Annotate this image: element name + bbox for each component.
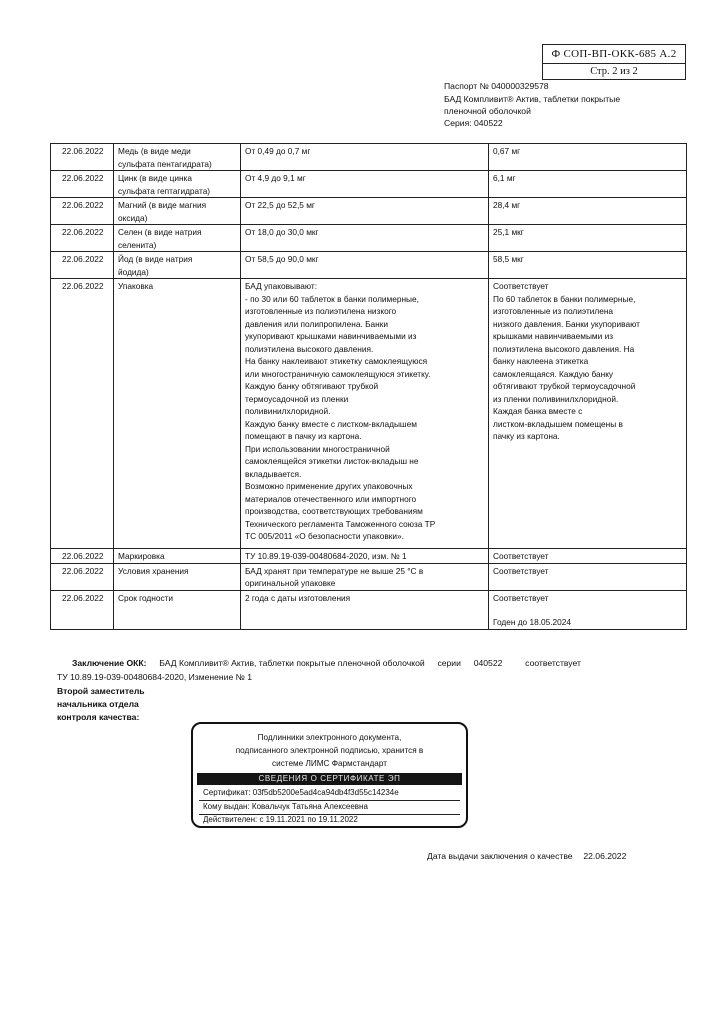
signer-title-1: Второй заместитель <box>57 686 145 696</box>
analysis-table <box>50 143 687 630</box>
cell-text-line: укупоривают крышками навинчиваемыми из <box>245 331 417 341</box>
conclusion-spec: ТУ 10.89.19-039-00480684-2020, Изменение № 1 <box>57 672 253 682</box>
table-result-cell <box>489 549 687 564</box>
issue-date: 22.06.2022 <box>583 851 627 861</box>
table-name-cell <box>114 225 241 252</box>
table-result-cell <box>489 563 687 590</box>
cell-text-line: полиэтилена высокого давления. <box>245 343 374 354</box>
conclusion-line <box>72 658 581 668</box>
cell-text-line: Срок годности <box>118 592 174 603</box>
cell-text-line: По 60 таблеток в банки полимерные, <box>493 293 636 304</box>
table-result-cell <box>489 225 687 252</box>
conclusion-label: Заключение ОКК: <box>72 658 147 668</box>
cell-text-line: - по 30 или 60 таблеток в банки полимерные, <box>245 293 419 304</box>
product-name-line2: пленочной оболочкой <box>444 106 531 116</box>
stamp-certificate: Сертификат: 03f5db5200e5ad4ca94db4f3d55c14234e <box>203 788 399 797</box>
passport-number: Паспорт № 040000329578 <box>444 81 549 91</box>
cell-text-line: Цинк (в виде цинка <box>118 173 192 183</box>
stamp-owner: Кому выдан: Ковальчук Татьяна Алексеевна <box>203 802 368 811</box>
cell-text-line: Условия хранения <box>118 565 189 576</box>
table-result-cell <box>489 171 687 198</box>
table-norm-cell <box>241 225 489 252</box>
cell-text-line: 28,4 мг <box>493 200 521 210</box>
table-date-cell: 22.06.2022 <box>51 549 114 564</box>
cell-text-line: из пленки поливинилхлоридной. <box>493 393 619 404</box>
cell-text-line: 6,1 мг <box>493 173 516 183</box>
cell-text-line: 58,5 мкг <box>493 254 524 264</box>
cell-text-line: Маркировка <box>118 551 165 561</box>
table-date-cell: 22.06.2022 <box>51 225 114 252</box>
cell-text-line: От 0,49 до 0,7 мг <box>245 146 311 156</box>
cell-text-line: оригинальной упаковке <box>245 578 336 588</box>
table-name-cell <box>114 171 241 198</box>
table-result-cell <box>489 279 687 549</box>
table-row <box>51 198 687 225</box>
cell-text-line: От 58,5 до 90,0 мкг <box>245 254 319 264</box>
table-row <box>51 171 687 198</box>
table-norm-cell <box>241 549 489 564</box>
cell-text-line: БАД упаковывают: <box>245 281 318 291</box>
cell-text-line: или многостраничную самоклеящуюся этикетку. <box>245 368 431 379</box>
table-name-cell <box>114 252 241 279</box>
table-date-cell: 22.06.2022 <box>51 590 114 629</box>
cell-text-line: помещают в пачку из картона. <box>245 431 362 441</box>
cell-text-line: изготовленные из полиэтилена <box>493 306 614 316</box>
table-result-cell <box>489 252 687 279</box>
conclusion-series-label: серии <box>437 658 461 668</box>
stamp-divider-1 <box>199 800 460 801</box>
table-date-cell: 22.06.2022 <box>51 171 114 198</box>
form-code-box <box>542 44 686 80</box>
table-date-cell: 22.06.2022 <box>51 252 114 279</box>
table-norm-cell <box>241 252 489 279</box>
table-row <box>51 279 687 549</box>
cell-text-line <box>493 604 682 616</box>
cell-text-line: Упаковка <box>118 281 154 291</box>
page-number: Стр. 2 из 2 <box>590 66 638 77</box>
conclusion-verdict: соответствует <box>525 658 581 668</box>
cell-text-line: От 18,0 до 30,0 мкг <box>245 227 319 237</box>
cell-text-line: ТС 005/2011 «О безопасности упаковки». <box>245 531 404 541</box>
cell-text-line: банку наклеена этикетка <box>493 356 589 366</box>
table-row <box>51 252 687 279</box>
table-name-cell <box>114 563 241 590</box>
cell-text-line: самоклеящаяся. Каждую банку <box>493 368 614 379</box>
table-norm-cell <box>241 563 489 590</box>
table-result-cell <box>489 144 687 171</box>
conclusion-series: 040522 <box>473 658 503 668</box>
cell-text-line: При использовании многостраничной <box>245 443 390 454</box>
cell-text-line: Соответствует <box>493 592 549 603</box>
cell-text-line: Магний (в виде магния <box>118 200 207 210</box>
table-row <box>51 563 687 590</box>
stamp-validity: Действителен: с 19.11.2021 по 19.11.2022 <box>203 815 358 824</box>
series-number: Серия: 040522 <box>444 118 503 128</box>
table-row <box>51 225 687 252</box>
cell-text-line: полиэтилена высокого давления. На <box>493 343 635 354</box>
table-name-cell <box>114 279 241 549</box>
cell-text-line: Технического регламента Таможенного союза ТР <box>245 518 436 529</box>
cell-text-line: От 4,9 до 9,1 мг <box>245 173 306 183</box>
cell-text-line: производства, соответствующих требованиям <box>245 506 423 516</box>
cell-text-line: листком-вкладышем помещены в <box>493 418 623 429</box>
cell-text-line: 2 года с даты изготовления <box>245 592 351 603</box>
cell-text-line: 25,1 мкг <box>493 227 524 237</box>
table-row <box>51 590 687 629</box>
cell-text-line: пачку из картона. <box>493 431 560 441</box>
cell-text-line: селенита) <box>118 239 157 250</box>
cell-text-line: давления или полипропилена. Банки <box>245 318 388 329</box>
cell-text-line: Соответствует <box>493 565 549 576</box>
table-date-cell: 22.06.2022 <box>51 198 114 225</box>
cell-text-line: От 22,5 до 52,5 мг <box>245 200 315 210</box>
conclusion-product: БАД Компливит® Актив, таблетки покрытые пленочной оболочкой <box>159 658 425 668</box>
cell-text-line: Годен до 18.05.2024 <box>493 617 571 627</box>
table-name-cell <box>114 198 241 225</box>
table-date-cell: 22.06.2022 <box>51 144 114 171</box>
cell-text-line: оксида) <box>118 212 148 223</box>
table-norm-cell <box>241 279 489 549</box>
cell-text-line: термоусадочной из пленки <box>245 393 349 404</box>
cell-text-line: Йод (в виде натрия <box>118 254 193 264</box>
signer-title-2: начальника отдела <box>57 699 139 709</box>
electronic-signature-stamp <box>191 722 468 828</box>
cell-text-line: сульфата гептагидрата) <box>118 185 211 196</box>
cell-text-line: низкого давления. Банки укупоривают <box>493 318 640 329</box>
table-name-cell <box>114 144 241 171</box>
signer-title-3: контроля качества: <box>57 712 140 722</box>
form-code: Ф СОП-ВП-ОКК-685 А.2 <box>543 45 685 64</box>
cell-text-line: йодида) <box>118 266 149 277</box>
cell-text-line: БАД хранят при температуре не выше 25 °С в <box>245 565 424 576</box>
issue-date-line <box>427 851 626 861</box>
table-name-cell <box>114 590 241 629</box>
cell-text-line: поливинилхлоридной. <box>245 406 331 416</box>
cell-text-line: ТУ 10.89.19-039-00480684-2020, изм. № 1 <box>245 551 407 561</box>
table-result-cell <box>489 590 687 629</box>
cell-text-line: Каждую банку обтягивают трубкой <box>245 381 379 391</box>
stamp-line-2: подписанного электронной подписью, хранится в <box>235 746 424 755</box>
table-norm-cell <box>241 590 489 629</box>
cell-text-line: вкладывается. <box>245 468 302 479</box>
cell-text-line: На банку наклеивают этикетку самоклеящуюся <box>245 356 428 366</box>
cell-text-line: Соответствует <box>493 551 549 561</box>
cell-text-line: 0,67 мг <box>493 146 521 156</box>
cell-text-line: самоклеящейся этикетки листок-вкладыш не <box>245 456 419 466</box>
table-row <box>51 549 687 564</box>
cell-text-line: Соответствует <box>493 281 549 291</box>
table-result-cell <box>489 198 687 225</box>
table-norm-cell <box>241 198 489 225</box>
cell-text-line: обтягивают трубкой термоусадочной <box>493 381 636 391</box>
cell-text-line: крышками навинчиваемыми из <box>493 331 614 341</box>
issue-date-label: Дата выдачи заключения о качестве <box>427 851 573 861</box>
table-row <box>51 144 687 171</box>
table-body <box>51 144 687 630</box>
table-date-cell: 22.06.2022 <box>51 279 114 549</box>
stamp-certificate-header: СВЕДЕНИЯ О СЕРТИФИКАТЕ ЭП <box>197 773 462 785</box>
cell-text-line: Каждую банку вместе с листком-вкладышем <box>245 418 417 429</box>
table-norm-cell <box>241 171 489 198</box>
cell-text-line: изготовленные из полиэтилена низкого <box>245 306 397 316</box>
cell-text-line: Медь (в виде меди <box>118 146 191 156</box>
cell-text-line: Каждая банка вместе с <box>493 406 583 416</box>
stamp-line-3: системе ЛИМС Фармстандарт <box>272 759 387 768</box>
table-date-cell: 22.06.2022 <box>51 563 114 590</box>
cell-text-line: материалов отечественного или импортного <box>245 493 417 504</box>
cell-text-line: Селен (в виде натрия <box>118 227 202 237</box>
stamp-line-1: Подлинники электронного документа, <box>257 733 402 742</box>
cell-text-line: сульфата пентагидрата) <box>118 158 212 169</box>
cell-text-line: Возможно применение других упаковочных <box>245 481 413 491</box>
table-norm-cell <box>241 144 489 171</box>
product-name-line1: БАД Компливит® Актив, таблетки покрытые <box>444 94 621 104</box>
table-name-cell <box>114 549 241 564</box>
